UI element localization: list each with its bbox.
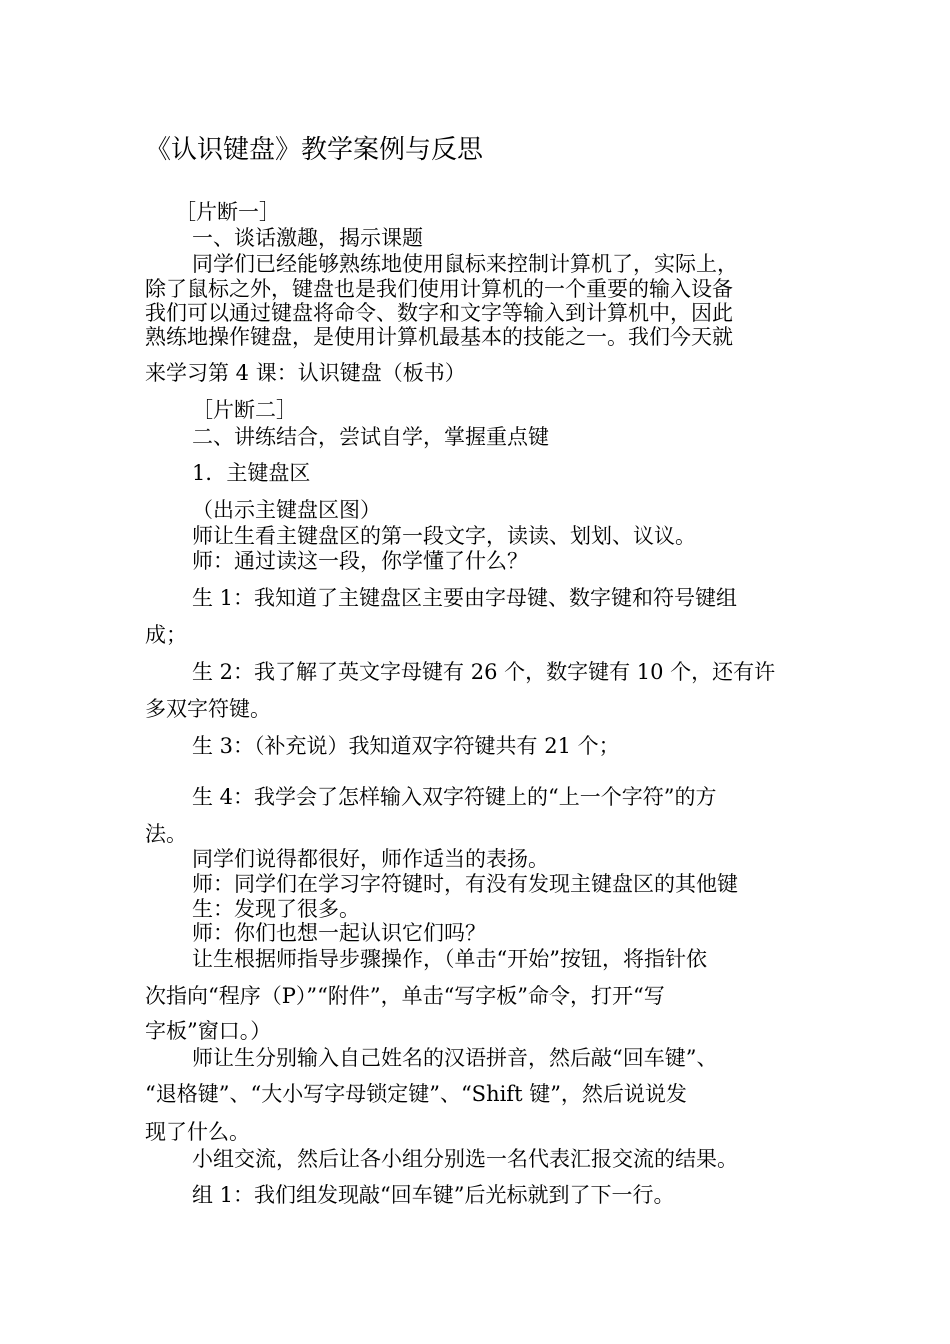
text-line: “退格键”、“大小写字母锁定键”、“Shift 键”，然后说说发 [145,1082,687,1106]
text-line: 生 2：我了解了英文字母键有 26 个，数字键有 10 个，还有许 [192,660,776,684]
text-line: ［片断一］ [175,200,280,224]
text-line: 生 3：（补充说）我知道双字符键共有 21 个； [192,734,620,758]
text-line: 师：同学们在学习字符键时，有没有发现主键盘区的其他键 [192,872,738,896]
text-line: 师：你们也想一起认识它们吗？ [192,921,486,945]
text-line: 让生根据师指导步骤操作，（单击“开始”按钮，将指针依 [192,947,707,971]
text-line: 师让生看主键盘区的第一段文字，读读、划划、议议。 [192,524,696,548]
text-line: （出示主键盘区图） [192,498,381,522]
text-line: 二、讲练结合，尝试自学，掌握重点键 [192,425,549,449]
text-line: 小组交流，然后让各小组分别选一名代表汇报交流的结果。 [192,1147,738,1171]
text-line: 生 4：我学会了怎样输入双字符键上的“上一个字符”的方 [192,785,717,809]
text-line: 生：发现了很多。 [192,897,360,921]
text-line: 多双字符键。 [145,697,271,721]
text-line: ［片断二］ [192,398,297,422]
text-line: 字板”窗口。） [145,1019,272,1043]
text-line: 法。 [145,822,187,846]
text-line: 生 1：我知道了主键盘区主要由字母键、数字键和符号键组 [192,586,738,610]
text-line: 熟练地操作键盘，是使用计算机最基本的技能之一。我们今天就 [145,325,733,349]
text-line: 除了鼠标之外，键盘也是我们使用计算机的一个重要的输入设备 [145,277,733,301]
text-line: 师让生分别输入自己姓名的汉语拼音，然后敲“回车键”、 [192,1046,718,1070]
text-line: 一、谈话激趣，揭示课题 [192,226,423,250]
document-title: 《认识键盘》教学案例与反思 [145,135,484,165]
text-line: 1．主键盘区 [192,461,311,485]
text-line: 师：通过读这一段，你学懂了什么？ [192,549,528,573]
text-line: 次指向“程序（P）”“附件”，单击“写字板”命令，打开“写 [145,984,665,1008]
text-line: 我们可以通过键盘将命令、数字和文字等输入到计算机中，因此 [145,301,733,325]
text-line: 同学们说得都很好，师作适当的表扬。 [192,847,549,871]
text-line: 组 1：我们组发现敲“回车键”后光标就到了下一行。 [192,1183,675,1207]
text-line: 同学们已经能够熟练地使用鼠标来控制计算机了，实际上， [192,252,738,276]
text-line: 成； [145,623,187,647]
text-line: 现了什么。 [145,1120,250,1144]
text-line: 来学习第 4 课：认识键盘（板书） [145,361,466,385]
